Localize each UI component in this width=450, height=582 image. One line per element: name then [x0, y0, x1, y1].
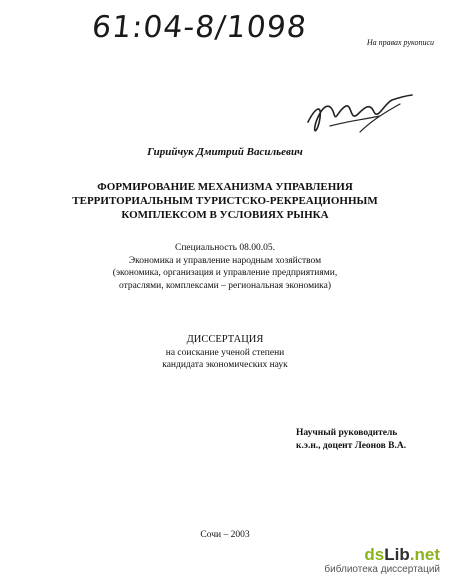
watermark-subtitle: библиотека диссертаций [324, 564, 440, 575]
title-line: ФОРМИРОВАНИЕ МЕХАНИЗМА УПРАВЛЕНИЯ [97, 181, 353, 193]
watermark-logo [324, 546, 440, 564]
dissertation-title [40, 180, 410, 222]
title-line: ТЕРРИТОРИАЛЬНЫМ ТУРИСТСКО-РЕКРЕАЦИОННЫМ [72, 195, 378, 207]
logo-suffix: .net [409, 545, 440, 564]
supervisor-label: Научный руководитель [296, 428, 398, 438]
author-name: Гирийчук Дмитрий Васильевич [147, 146, 303, 158]
rights-note: На правах рукописи [366, 38, 434, 47]
specialty-block [60, 242, 390, 292]
place-year: Сочи – 2003 [200, 530, 250, 540]
supervisor-name: к.э.н., доцент Леонов В.А. [296, 440, 407, 451]
degree-block [100, 334, 350, 372]
dissertation-heading: ДИССЕРТАЦИЯ [186, 334, 264, 345]
degree-line: кандидата экономических наук [162, 360, 288, 370]
logo-lib: Lib [384, 545, 410, 564]
watermark[interactable] [324, 546, 440, 576]
degree-line: на соискание ученой степени [165, 347, 285, 358]
specialty-line: Экономика и управление народным хозяйством [128, 255, 322, 266]
archive-code: 61:04-8/1098 [90, 10, 309, 45]
specialty-line: (экономика, организация и управление предприятиями, [112, 268, 338, 278]
specialty-line: Специальность 08.00.05. [175, 243, 275, 253]
signature-image [300, 92, 420, 142]
logo-prefix: ds [364, 545, 385, 564]
title-line: КОМПЛЕКСОМ В УСЛОВИЯХ РЫНКА [121, 209, 329, 221]
supervisor-block [296, 427, 446, 452]
specialty-line: отраслями, комплексами – региональная экономика) [118, 280, 332, 291]
